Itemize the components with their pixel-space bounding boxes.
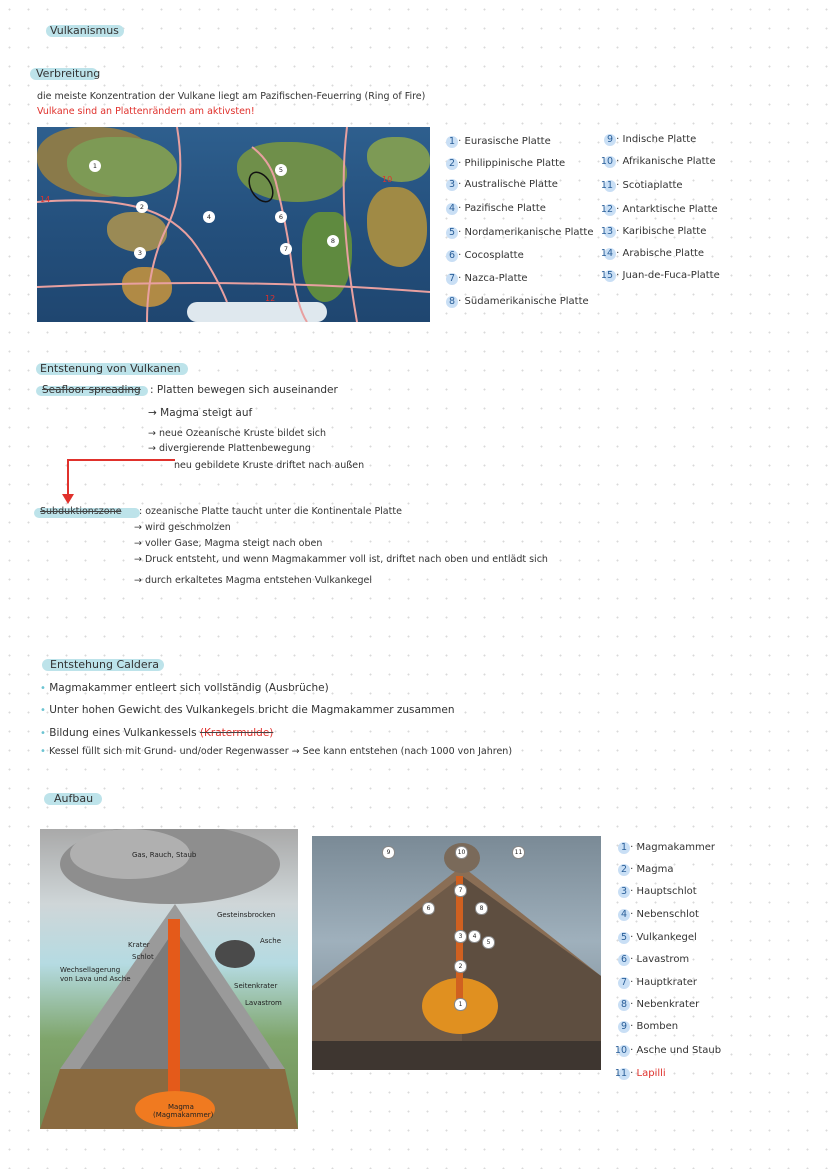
seafloor-point-4: neu gebildete Kruste driftet nach außen (174, 460, 365, 471)
map-mark-3: 3 (134, 247, 146, 259)
world-plate-map (37, 127, 430, 322)
map-mark-7: 7 (280, 243, 292, 255)
subduktion-point-4: durch erkaltetes Magma entstehen Vulkankegel (144, 575, 373, 586)
map-mark-5: 5 (275, 164, 287, 176)
map-mark-4: 4 (203, 211, 215, 223)
caldera-point-2: Unter hohen Gewicht des Vulkankegels bricht die Magmakammer zusammen (49, 704, 455, 716)
seafloor-text: Platten bewegen sich auseinander (156, 384, 338, 396)
diagram-mark-4: 4 (468, 930, 481, 943)
kratermulde: (Kratermulde) (199, 727, 274, 739)
label-krater: Krater (128, 941, 150, 949)
map-mark-10: 10 (382, 175, 393, 184)
label-asche: Asche (260, 937, 282, 945)
seafloor-point-3: divergierende Plattenbewegung (158, 443, 311, 454)
subduktion-label: Subduktionszone (40, 506, 122, 517)
diagram-mark-7: 7 (454, 884, 467, 897)
caldera-point-4: Kessel füllt sich mit Grund- und/oder Regenwasser → See kann entstehen (nach 1000 von Jahren) (48, 746, 513, 757)
verbreitung-heading: Verbreitung (36, 67, 101, 80)
seafloor-label: Seafloor spreading (42, 384, 141, 396)
map-mark-8: 8 (327, 235, 339, 247)
diagram-mark-2: 2 (454, 960, 467, 973)
label-lavastrom: Lavastrom (245, 999, 282, 1007)
label-wechsel-2: von Lava und Asche (60, 975, 131, 983)
label-magma-1: Magma (168, 1103, 194, 1111)
map-mark-6: 6 (275, 211, 287, 223)
subduktion-point-1: wird geschmolzen (144, 522, 231, 533)
seafloor-point-2: neue Ozeanische Kruste bildet sich (158, 428, 327, 439)
caldera-heading: Entstehung Caldera (50, 658, 159, 671)
diagram-mark-11: 11 (512, 846, 525, 859)
diagram-mark-9: 9 (382, 846, 395, 859)
volcano-cross-section-photo (40, 829, 298, 1129)
volcano-3d-diagram (312, 836, 601, 1070)
caldera-point-3: Bildung eines Vulkankessels (49, 727, 197, 739)
page-title: Vulkanismus (50, 24, 119, 37)
diagram-mark-8: 8 (475, 902, 488, 915)
subduktion-text: ozeanische Platte taucht unter die Kontinentale Platte (145, 506, 402, 517)
label-seitenkrater: Seitenkrater (234, 982, 278, 990)
diagram-mark-1: 1 (454, 998, 467, 1011)
label-wechsel-1: Wechsellagerung (60, 966, 121, 974)
diagram-mark-6: 6 (422, 902, 435, 915)
diagram-mark-5: 5 (482, 936, 495, 949)
label-gas: Gas, Rauch, Staub (132, 851, 197, 859)
caldera-point-1: Magmakammer entleert sich vollständig (Ausbrüche) (49, 682, 329, 694)
verbreitung-line1: die meiste Konzentration der Vulkane liegt am Pazifischen-Feuerring (Ring of Fire) (37, 91, 426, 102)
label-gestein: Gesteinsbrocken (217, 911, 276, 919)
map-mark-12: 12 (265, 294, 276, 303)
diagram-mark-3: 3 (454, 930, 467, 943)
diagram-mark-10: 10 (455, 846, 468, 859)
subduktion-point-2: voller Gase, Magma steigt nach oben (144, 538, 323, 549)
plate-boundaries (37, 127, 430, 322)
aufbau-heading: Aufbau (54, 792, 94, 805)
verbreitung-line2: Vulkane sind an Plattenrändern am aktivsten! (37, 106, 255, 117)
seafloor-point-1: Magma steigt auf (160, 407, 253, 419)
entstehung-heading: Entstenung von Vulkanen (40, 362, 181, 375)
label-magma-2: (Magmakammer) (153, 1111, 214, 1119)
label-schlot: Schlot (132, 953, 154, 961)
map-mark-14: 14 (40, 195, 51, 204)
map-mark-1: 1 (89, 160, 101, 172)
map-mark-2: 2 (136, 201, 148, 213)
red-arrow-icon (60, 448, 180, 508)
subduktion-point-3: Druck entsteht, und wenn Magmakammer voll ist, driftet nach oben und entlädt sich (144, 554, 548, 565)
